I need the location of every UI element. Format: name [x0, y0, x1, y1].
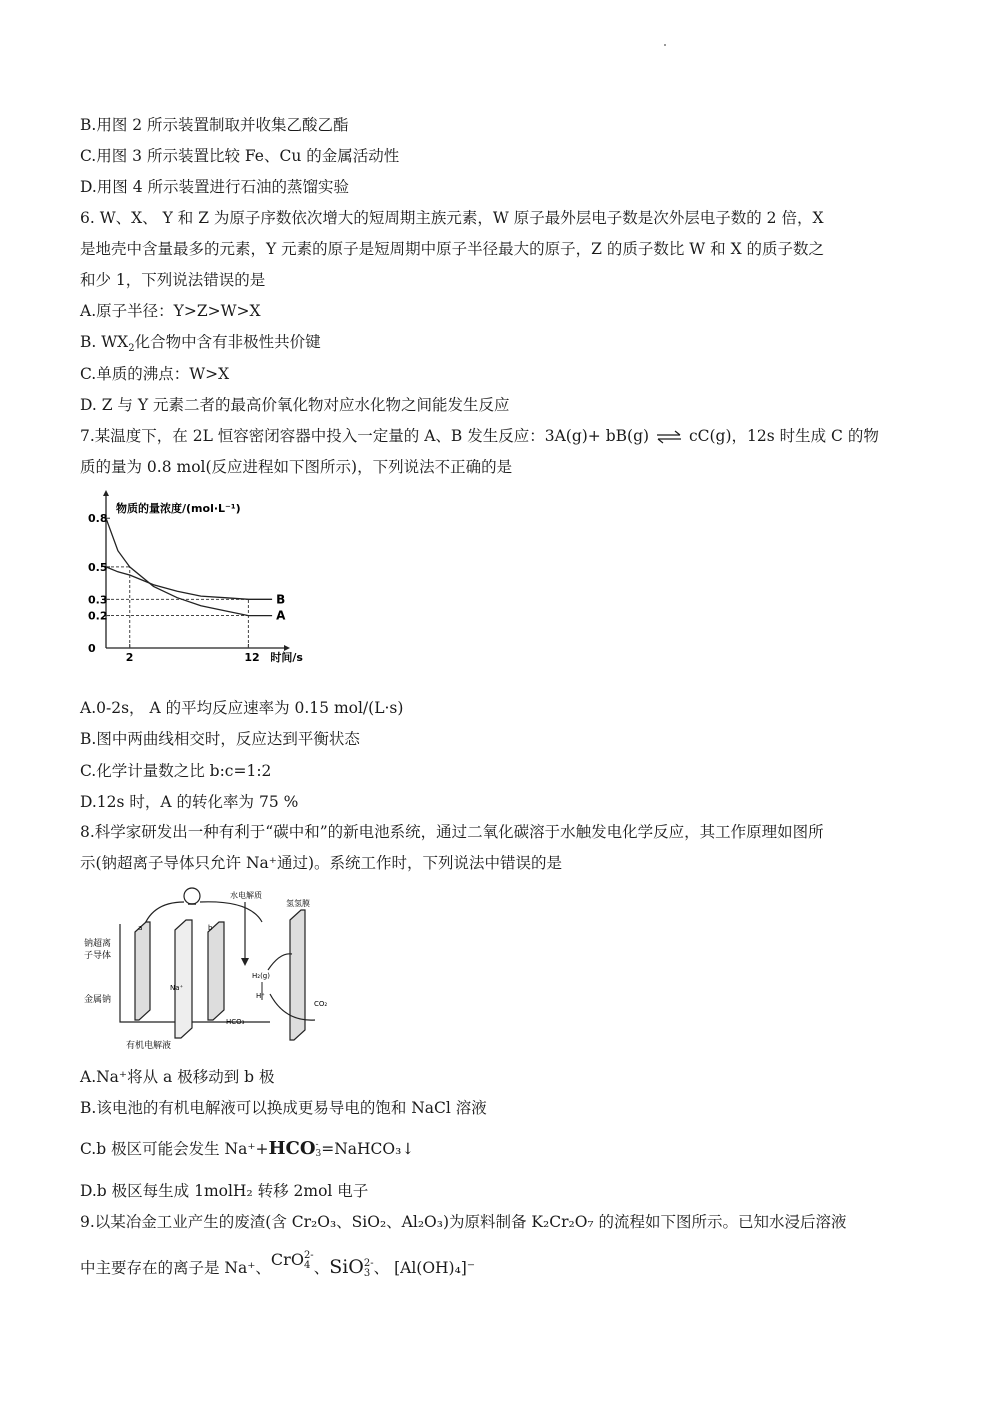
label-naion: 钠超离	[84, 939, 112, 949]
q8-option-b: B.该电池的有机电解液可以换成更易导电的饱和 NaCl 溶液	[80, 1099, 487, 1117]
q8-option-c-post: =NaHCO₃↓	[321, 1140, 415, 1158]
series-label-A: A	[276, 608, 286, 623]
q6-option-c: C.单质的沸点：W>X	[80, 365, 230, 383]
label-h-membrane: 氢氢膜	[286, 899, 310, 908]
y-tick-label: 0.3	[88, 593, 108, 607]
equilibrium-arrows-icon	[656, 430, 682, 444]
q6-option-b-sub: 2	[128, 343, 135, 355]
q7-stem-line2: 质的量为 0.8 mol(反应进程如下图所示)，下列说法不正确的是	[80, 458, 513, 476]
q6-option-b-pre: B. WX	[80, 333, 129, 351]
q8-option-c-hco: HCO	[268, 1138, 316, 1159]
x-tick-label: 2	[125, 651, 134, 664]
q9-sio: SiO	[329, 1256, 364, 1278]
q6-stem-line3: 和少 1，下列说法错误的是	[80, 271, 266, 289]
q9-sep2: 、	[373, 1259, 390, 1277]
q5-option-d: D.用图 4 所示装置进行石油的蒸馏实验	[80, 178, 350, 196]
bulb-icon	[184, 888, 200, 904]
label-metal-na: 金属钠	[84, 995, 112, 1005]
q6-stem-line2: 是地壳中含量最多的元素，Y 元素的原子是短周期中原子半径最大的原子，Z 的质子数比 W 和 X 的质子数之	[80, 240, 825, 258]
q8-option-c	[80, 1138, 414, 1160]
y-tick-label: 0.2	[88, 609, 108, 623]
y-tick-label: 0	[88, 642, 96, 655]
x-axis-label: 时间/s	[270, 651, 303, 664]
y-axis-label: 物质的量浓度/(mol·L⁻¹)	[116, 502, 241, 515]
label-hco3: HCO₃	[226, 1018, 245, 1026]
label-a: a	[138, 924, 143, 932]
q9-stem-line2-pre: 中主要存在的离子是 Na⁺、	[80, 1259, 271, 1277]
q6-stem-line1: 6. W、X、 Y 和 Z 为原子序数依次增大的短周期主族元素，W 原子最外层电子数是次外层电子数的 2 倍，X	[80, 209, 824, 227]
page-dot	[664, 44, 666, 46]
series-line-A	[106, 518, 272, 615]
label-co2: CO₂	[314, 1000, 328, 1008]
q7-stem-line1-post: cC(g)，12s 时生成 C 的物	[688, 427, 879, 445]
q5-option-b: B.用图 2 所示装置制取并收集乙酸乙酯	[80, 116, 349, 134]
label-organic: 有机电解液	[126, 1041, 172, 1051]
q9-cro4: CrO2- 4	[270, 1250, 314, 1271]
concentration-time-chart	[84, 492, 303, 672]
q6-option-b	[80, 331, 321, 353]
label-hplus: H⁺	[256, 992, 265, 1000]
y-axis-arrow	[103, 490, 109, 496]
q8-option-a: A.Na⁺将从 a 极移动到 b 极	[80, 1068, 275, 1086]
q8-stem-line1: 8.科学家研发出一种有利于“碳中和”的新电池系统，通过二氧化碳溶于水触发电化学反应，其工作原理如图所	[80, 823, 824, 841]
q6-option-d: D. Z 与 Y 元素二者的最高价氧化物对应水化物之间能发生反应	[80, 396, 510, 414]
q7-stem-line1	[80, 425, 879, 447]
battery-diagram	[80, 882, 360, 1052]
q8-option-c-pre: C.b 极区可能会发生 Na⁺+	[80, 1140, 269, 1158]
q7-option-d: D.12s 时，A 的转化率为 75 %	[80, 793, 299, 811]
label-water: 水电解质	[230, 891, 262, 900]
label-h2g: H₂(g)	[252, 972, 270, 980]
label-na-plus: Na⁺	[170, 984, 184, 992]
na-ion-conductor	[175, 920, 192, 1038]
q9-sep1: 、	[313, 1259, 330, 1277]
series-label-B: B	[276, 592, 286, 607]
q7-option-c: C.化学计量数之比 b:c=1:2	[80, 762, 272, 780]
q6-option-a: A.原子半径：Y>Z>W>X	[80, 302, 261, 320]
q5-option-c: C.用图 3 所示装置比较 Fe、Cu 的金属活动性	[80, 147, 400, 165]
q9-sio-charge: 2- 3	[363, 1258, 374, 1279]
label-naion2: 子导体	[84, 951, 112, 961]
q9-stem-line1: 9.以某冶金工业产生的废渣(含 Cr₂O₃、SiO₂、Al₂O₃)为原料制备 K₂Cr₂O₇ 的流程如下图所示。已知水浸后溶液	[80, 1213, 847, 1231]
y-tick-label: 0.5	[88, 560, 108, 574]
q8-stem-line2: 示(钠超离子导体只允许 Na⁺通过)。系统工作时，下列说法中错误的是	[80, 854, 563, 872]
series-line-B	[106, 567, 272, 599]
label-b: b	[208, 924, 213, 932]
q7-option-a: A.0-2s， A 的平均反应速率为 0.15 mol/(L·s)	[80, 699, 404, 717]
q7-option-b: B.图中两曲线相交时，反应达到平衡状态	[80, 730, 360, 748]
hydrogen-membrane	[290, 910, 305, 1040]
na-metal-electrode	[135, 922, 150, 1020]
q7-stem-line1-pre: 7.某温度下，在 2L 恒容密闭容器中投入一定量的 A、B 发生反应：3A(g)+ bB(g)	[80, 427, 650, 445]
b-electrode	[208, 922, 224, 1020]
x-tick-label: 12	[244, 651, 260, 664]
y-tick-label: 0.8	[88, 512, 108, 526]
q6-option-b-post: 化合物中含有非极性共价键	[134, 333, 321, 351]
q8-option-c-charge: - 3	[315, 1140, 322, 1159]
q9-stem-line2	[80, 1250, 476, 1279]
q9-aloh4: [Al(OH)₄]⁻	[394, 1259, 476, 1277]
q8-option-d: D.b 极区每生成 1molH₂ 转移 2mol 电子	[80, 1182, 369, 1200]
